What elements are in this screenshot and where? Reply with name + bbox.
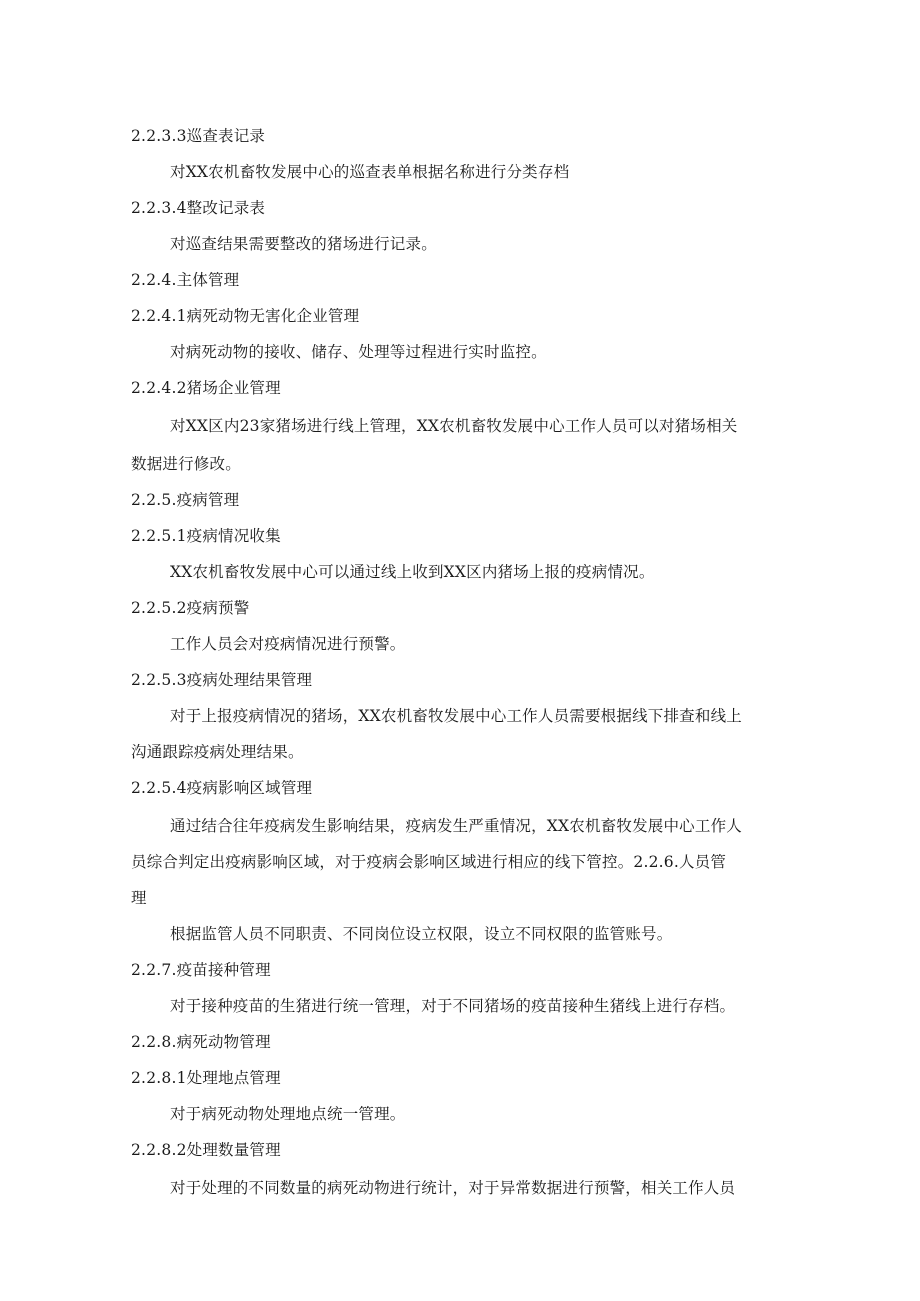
- section-heading: 2.2.5.4疫病影响区域管理: [131, 779, 313, 797]
- paragraph-continued: 沟通跟踪疫病处理结果。: [131, 743, 304, 761]
- paragraph: 对于接种疫苗的生猪进行统一管理，对于不同猪场的疫苗接种生猪线上进行存档。: [170, 997, 736, 1015]
- section-heading: 2.2.5.2疫病预警: [131, 599, 250, 617]
- paragraph: 通过结合往年疫病发生影响结果，疫病发生严重情况，XX农机畜牧发展中心工作人: [170, 817, 742, 835]
- section-heading: 2.2.4.1病死动物无害化企业管理: [131, 307, 360, 325]
- paragraph: 对XX农机畜牧发展中心的巡查表单根据名称进行分类存档: [170, 163, 570, 181]
- section-heading: 2.2.3.3巡查表记录: [131, 127, 266, 145]
- section-heading: 2.2.5.3疫病处理结果管理: [131, 671, 313, 689]
- section-heading: 2.2.4.2猪场企业管理: [131, 379, 281, 397]
- paragraph-continued: 数据进行修改。: [131, 455, 241, 473]
- paragraph: XX农机畜牧发展中心可以通过线上收到XX区内猪场上报的疫病情况。: [170, 563, 655, 581]
- paragraph: 对巡查结果需要整改的猪场进行记录。: [170, 235, 437, 253]
- paragraph: 对XX区内23家猪场进行线上管理，XX农机畜牧发展中心工作人员可以对猪场相关: [170, 417, 738, 435]
- paragraph: 对于病死动物处理地点统一管理。: [170, 1105, 406, 1123]
- section-heading: 2.2.8.2处理数量管理: [131, 1141, 281, 1159]
- section-heading: 2.2.8.病死动物管理: [131, 1033, 271, 1051]
- paragraph: 对于处理的不同数量的病死动物进行统计，对于异常数据进行预警，相关工作人员: [170, 1179, 736, 1197]
- paragraph-continued: 理: [131, 889, 147, 907]
- paragraph: 工作人员会对疫病情况进行预警。: [170, 635, 406, 653]
- paragraph: 根据监管人员不同职责、不同岗位设立权限，设立不同权限的监管账号。: [170, 925, 673, 943]
- section-heading: 2.2.3.4整改记录表: [131, 199, 266, 217]
- paragraph-continued: 员综合判定出疫病影响区域，对于疫病会影响区域进行相应的线下管控。2.2.6.人员管: [131, 853, 727, 871]
- section-heading: 2.2.8.1处理地点管理: [131, 1069, 281, 1087]
- paragraph: 对病死动物的接收、储存、处理等过程进行实时监控。: [170, 343, 547, 361]
- paragraph: 对于上报疫病情况的猪场，XX农机畜牧发展中心工作人员需要根据线下排查和线上: [170, 707, 742, 725]
- section-heading: 2.2.7.疫苗接种管理: [131, 961, 271, 979]
- section-heading: 2.2.5.疫病管理: [131, 491, 240, 509]
- section-heading: 2.2.4.主体管理: [131, 271, 240, 289]
- section-heading: 2.2.5.1疫病情况收集: [131, 527, 281, 545]
